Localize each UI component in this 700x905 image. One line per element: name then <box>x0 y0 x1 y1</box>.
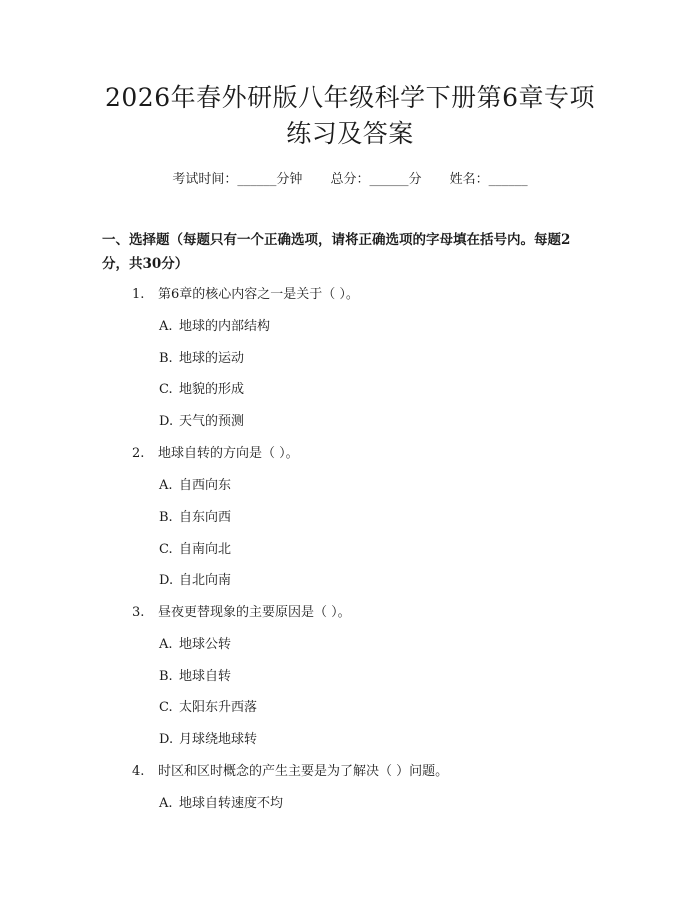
option-2d <box>159 569 231 588</box>
section-heading-line-2: 分，共30分） <box>102 256 189 272</box>
question-1 <box>132 283 359 302</box>
option-text: 自东向西 <box>179 510 232 525</box>
option-letter: B. <box>159 510 173 525</box>
question-text: 时区和区时概念的产生主要是为了解决（ ）问题。 <box>158 764 449 779</box>
option-letter: D. <box>159 732 174 747</box>
total-score-field: 总分：______分 <box>330 172 422 187</box>
option-text: 自南向北 <box>179 542 232 557</box>
question-text: 第6章的核心内容之一是关于（ ）。 <box>158 287 359 302</box>
option-2a <box>159 474 231 493</box>
option-letter: A. <box>159 319 173 334</box>
option-text: 天气的预测 <box>179 414 245 429</box>
option-letter: A. <box>159 478 173 493</box>
option-2c <box>159 538 231 557</box>
question-text: 地球自转的方向是（ ）。 <box>158 446 299 461</box>
option-1d <box>159 410 244 429</box>
option-text: 太阳东升西落 <box>179 700 258 715</box>
option-3d <box>159 728 257 747</box>
option-4a <box>159 792 283 811</box>
option-text: 自北向南 <box>179 573 232 588</box>
exam-time-field: 考试时间：______分钟 <box>172 172 303 187</box>
question-number: 4. <box>132 764 145 779</box>
option-letter: A. <box>159 796 173 811</box>
option-text: 地球自转速度不均 <box>179 796 284 811</box>
option-text: 地貌的形成 <box>179 382 245 397</box>
option-text: 地球的内部结构 <box>179 319 271 334</box>
section-heading-line-1: 一、选择题（每题只有一个正确选项，请将正确选项的字母填在括号内。每题2 <box>102 232 571 248</box>
option-letter: A. <box>159 637 173 652</box>
exam-meta <box>0 168 700 187</box>
option-letter: C. <box>159 542 173 557</box>
option-text: 自西向东 <box>179 478 232 493</box>
option-2b <box>159 506 231 525</box>
name-field: 姓名：______ <box>449 172 528 187</box>
option-1a <box>159 315 270 334</box>
option-text: 地球公转 <box>179 637 232 652</box>
question-number: 1. <box>132 287 145 302</box>
option-text: 地球的运动 <box>179 351 245 366</box>
option-1b <box>159 347 244 366</box>
question-4 <box>132 760 448 779</box>
option-text: 月球绕地球转 <box>179 732 258 747</box>
option-letter: D. <box>159 414 174 429</box>
question-number: 2. <box>132 446 145 461</box>
option-letter: B. <box>159 351 173 366</box>
question-2 <box>132 442 299 461</box>
option-1c <box>159 378 244 397</box>
option-3c <box>159 696 257 715</box>
option-text: 地球自转 <box>179 669 232 684</box>
option-3b <box>159 665 231 684</box>
option-letter: C. <box>159 382 173 397</box>
option-letter: D. <box>159 573 174 588</box>
page-title-line-1: 2026年春外研版八年级科学下册第6章专项 <box>104 83 596 112</box>
option-letter: B. <box>159 669 173 684</box>
question-text: 昼夜更替现象的主要原因是（ ）。 <box>158 605 351 620</box>
question-3 <box>132 601 351 620</box>
question-number: 3. <box>132 605 145 620</box>
page-title-line-2: 练习及答案 <box>286 119 414 148</box>
option-3a <box>159 633 231 652</box>
option-letter: C. <box>159 700 173 715</box>
